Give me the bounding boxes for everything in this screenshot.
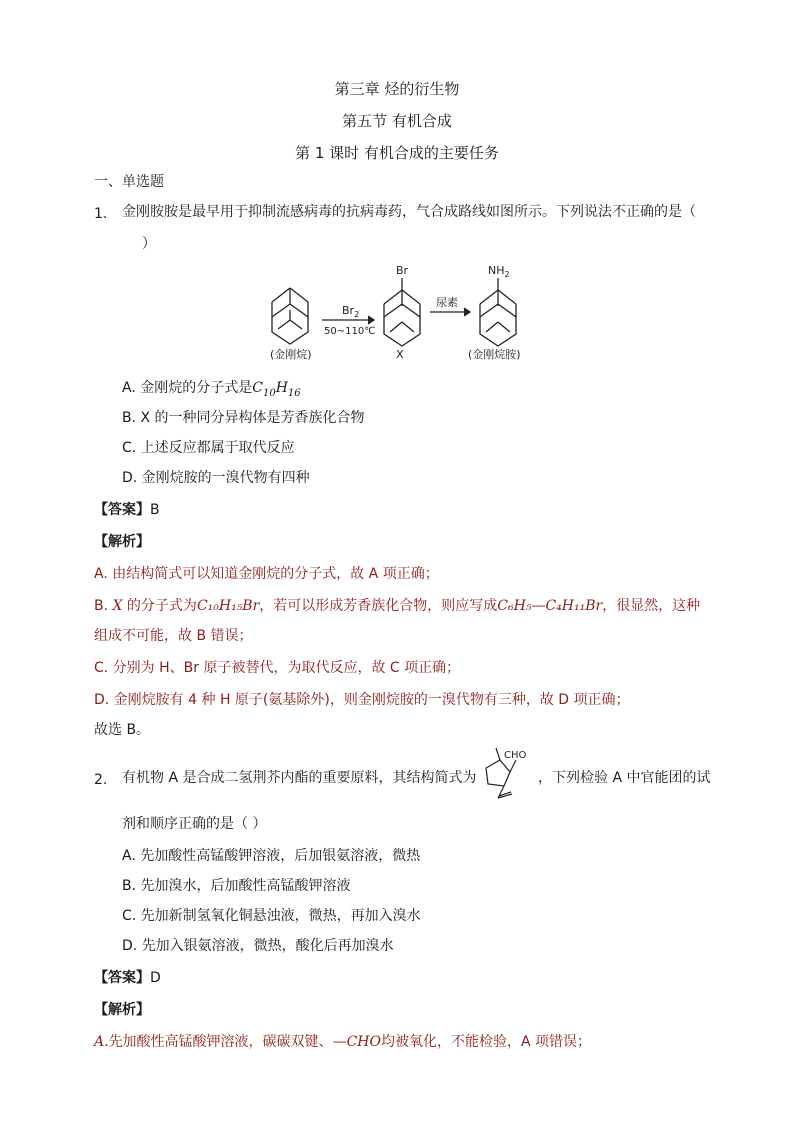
q2-option-b: B. 先加溴水，后加酸性高锰酸钾溶液 (122, 878, 351, 894)
q1-conclusion: 故选 B。 (94, 722, 151, 738)
q2-stem-line2: 剂和顺序正确的是（ ） (122, 816, 267, 832)
substituent-nh2: $NH_2$ (488, 264, 510, 279)
q1-number: 1. (94, 206, 108, 222)
q2-answer-value: D (150, 970, 161, 986)
q1-reaction-figure (262, 262, 550, 366)
lesson-title: 第 1 课时 有机合成的主要任务 (295, 144, 499, 162)
q1-analysis-c: C. 分别为 H、Br 原子被替代，为取代反应，故 C 项正确； (94, 660, 461, 676)
amantadine-structure (480, 278, 516, 346)
q2-number: 2. (94, 772, 108, 788)
reagent1-top: $Br_2$ (342, 304, 360, 319)
section-title: 第五节 有机合成 (342, 112, 452, 130)
q2-structure (474, 744, 536, 800)
q1-option-a-formula: $C_{10}H_{16}$ (252, 380, 301, 399)
q1-option-d: D. 金刚烷胺的一溴代物有四种 (122, 470, 310, 486)
q1-analysis-label: 【解析】 (94, 534, 150, 550)
q2-analysis-a: A.先加酸性高锰酸钾溶液，碳碳双键、—CHO均被氧化，不能检验，A 项错误； (94, 1034, 591, 1050)
label-adamantane: (金刚烷) (270, 348, 312, 361)
section-label: 一、单选题 (94, 174, 164, 190)
q1-option-c: C. 上述反应都属于取代反应 (122, 440, 295, 456)
substituent-br: Br (396, 264, 409, 277)
q1-answer (94, 500, 160, 520)
q1-analysis-a: A. 由结构简式可以知道金刚烷的分子式，故 A 项正确； (94, 566, 439, 582)
q1-option-a-text: A. 金刚烷的分子式是 (122, 380, 253, 396)
q2-stem-part2: ，下列检验 A 中官能团的试 (538, 770, 711, 786)
q1-answer-value: B (150, 502, 160, 518)
q1-analysis-b: B. X 的分子式为C₁₀H₁₅Br，若可以形成芳香族化合物，则应写成C₆H₅—C₄H₁₁Br，很显然，这种 (94, 598, 701, 614)
q2-option-c: C. 先加新制氢氧化铜悬浊液，微热，再加入溴水 (122, 908, 421, 924)
q1-option-a (122, 378, 301, 404)
label-amantadine: (金刚烷胺) (468, 348, 521, 361)
q2-answer-label: 【答案】 (94, 970, 150, 986)
reagent2: 尿素 (436, 296, 458, 309)
reagent1-condition: 50~110℃ (324, 326, 376, 337)
q1-analysis-d: D. 金刚烷胺有 4 种 H 原子(氨基除外)，则金刚烷胺的一溴代物有三种，故 D 项正确； (94, 692, 630, 708)
q1-option-b: B. X 的一种同分异构体是芳香族化合物 (122, 410, 365, 426)
bromoadamantane-structure (384, 278, 420, 346)
chapter-title: 第三章 烃的衍生物 (334, 80, 460, 98)
q2-stem-part1: 有机物 A 是合成二氢荆芥内酯的重要原料，其结构简式为 (122, 770, 477, 786)
adamantane-structure (272, 288, 308, 344)
cho-label: CHO (504, 750, 527, 761)
q2-option-d: D. 先加入银氨溶液，微热，酸化后再加溴水 (122, 938, 394, 954)
label-x: X (396, 348, 404, 361)
q1-stem-line2: ） (142, 236, 156, 252)
q2-answer (94, 968, 161, 988)
q2-analysis-label: 【解析】 (94, 1002, 150, 1018)
q2-option-a: A. 先加酸性高锰酸钾溶液，后加银氨溶液，微热 (122, 848, 421, 864)
q1-answer-label: 【答案】 (94, 502, 150, 518)
q1-analysis-b-line2: 组成不可能，故 B 错误； (94, 628, 253, 644)
q1-stem-line1: 金刚胺胺是最早用于抑制流感病毒的抗病毒药，气合成路线如图所示。下列说法不正确的是（ (122, 204, 696, 220)
